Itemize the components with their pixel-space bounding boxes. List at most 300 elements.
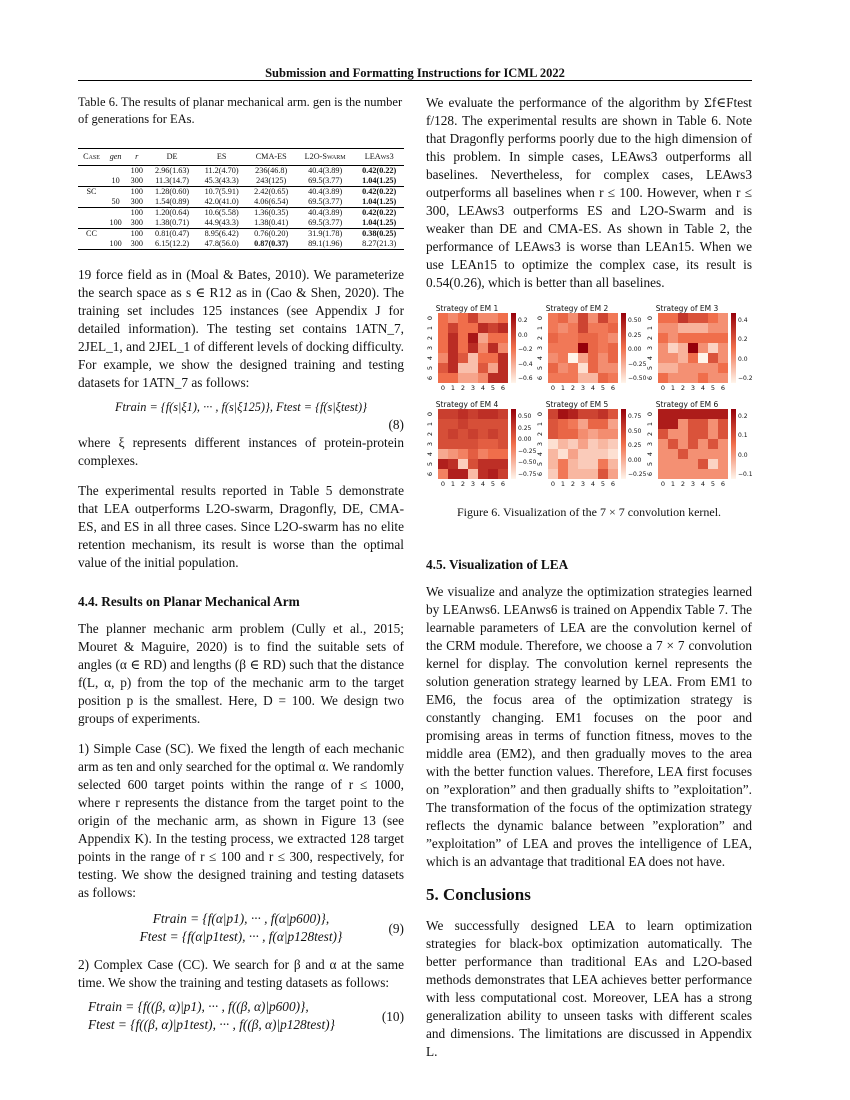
y-tick-label: 2 bbox=[646, 335, 655, 341]
colorbar-tick-label: 0.2 bbox=[738, 336, 748, 344]
y-tick-label: 3 bbox=[536, 345, 545, 351]
heatmap-cell bbox=[488, 429, 498, 439]
table-cell-es: 8.95(6.42) bbox=[197, 229, 247, 240]
heatmap-cell bbox=[698, 429, 708, 439]
heatmap-y-ticks bbox=[646, 409, 656, 479]
x-tick-label: 0 bbox=[440, 480, 446, 488]
heatmap-cell bbox=[438, 459, 448, 469]
heatmap-cell bbox=[708, 333, 718, 343]
table-cell-es: 11.2(4.70) bbox=[204, 166, 239, 175]
heatmap-cell bbox=[578, 373, 588, 383]
table-cell-l2o: 31.9(1.78) bbox=[296, 229, 354, 240]
heatmap-cell bbox=[478, 313, 488, 323]
heatmap-grid bbox=[548, 409, 618, 479]
heatmap-cell bbox=[658, 353, 668, 363]
heatmap-cell bbox=[598, 459, 608, 469]
heatmap-cell bbox=[588, 449, 598, 459]
section-heading: 4.4. Results on Planar Mechanical Arm bbox=[78, 594, 300, 609]
colorbar-ticks bbox=[738, 313, 756, 383]
heatmap-cell bbox=[658, 313, 668, 323]
heatmap-cell bbox=[698, 419, 708, 429]
heatmap-cell bbox=[498, 343, 508, 353]
heatmap-cell bbox=[498, 409, 508, 419]
x-tick-label: 5 bbox=[710, 384, 716, 392]
heatmap-cell bbox=[438, 439, 448, 449]
table-cell-de: 0.81(0.47) bbox=[147, 229, 197, 240]
heatmap-cell bbox=[568, 353, 578, 363]
x-tick-label: 0 bbox=[660, 384, 666, 392]
heatmap-cell bbox=[688, 459, 698, 469]
y-tick-label: 0 bbox=[536, 411, 545, 417]
colorbar-tick-label: 0.25 bbox=[628, 331, 642, 339]
heatmap-cell bbox=[668, 363, 678, 373]
y-tick-label: 5 bbox=[426, 365, 435, 371]
heatmap-cell bbox=[588, 333, 598, 343]
heatmap-cell bbox=[708, 313, 718, 323]
x-tick-label: 4 bbox=[700, 384, 706, 392]
heatmap-cell bbox=[718, 449, 728, 459]
heatmap-em4 bbox=[426, 400, 508, 492]
x-tick-label: 5 bbox=[490, 384, 496, 392]
table-cell-l2o: 40.4(3.89) bbox=[296, 187, 354, 198]
table-body bbox=[78, 166, 404, 250]
y-tick-label: 2 bbox=[536, 335, 545, 341]
heatmap-cell bbox=[658, 439, 668, 449]
colorbar-ticks bbox=[738, 409, 756, 479]
heatmap-cell bbox=[668, 409, 678, 419]
heatmap-cell bbox=[548, 419, 558, 429]
heatmap-cell bbox=[568, 313, 578, 323]
heatmap-cell bbox=[718, 353, 728, 363]
heatmap-cell bbox=[488, 313, 498, 323]
heatmap-cell bbox=[608, 323, 618, 333]
heatmap-cell bbox=[448, 353, 458, 363]
heatmap-cell bbox=[588, 343, 598, 353]
heatmap-cell bbox=[598, 343, 608, 353]
heatmap-cell bbox=[468, 323, 478, 333]
y-tick-label: 0 bbox=[646, 315, 655, 321]
heatmap-cell bbox=[498, 449, 508, 459]
table-row bbox=[78, 239, 404, 250]
heatmap-cell bbox=[698, 409, 708, 419]
heatmap-cell bbox=[668, 313, 678, 323]
heatmap-cell bbox=[558, 373, 568, 383]
x-tick-label: 3 bbox=[470, 384, 476, 392]
heatmap-cell bbox=[578, 363, 588, 373]
y-tick-label: 1 bbox=[536, 325, 545, 331]
heatmap-y-ticks bbox=[536, 313, 546, 383]
heatmap-cell bbox=[478, 409, 488, 419]
heatmap-em5 bbox=[536, 400, 618, 492]
heatmap-cell bbox=[468, 373, 478, 383]
heatmap-cell bbox=[548, 323, 558, 333]
table-cell-case bbox=[78, 208, 105, 219]
y-tick-label: 3 bbox=[426, 345, 435, 351]
heatmap-cell bbox=[718, 429, 728, 439]
heatmap-cell bbox=[568, 449, 578, 459]
heatmap-cell bbox=[608, 429, 618, 439]
x-tick-label: 5 bbox=[600, 384, 606, 392]
heatmap-cell bbox=[708, 353, 718, 363]
table-cell-lea: 0.42(0.22) bbox=[354, 187, 404, 198]
heatmap-cell bbox=[458, 409, 468, 419]
heatmap-cell bbox=[498, 459, 508, 469]
table-row bbox=[78, 176, 404, 187]
heatmap-cell bbox=[468, 333, 478, 343]
heatmap-cell bbox=[598, 469, 608, 479]
equation-9 bbox=[78, 910, 404, 948]
y-tick-label: 1 bbox=[646, 325, 655, 331]
table-cell-cma: 0.87(0.37) bbox=[246, 239, 296, 250]
heatmap-x-ticks bbox=[548, 384, 618, 392]
heatmap-em6 bbox=[646, 400, 728, 492]
x-tick-label: 3 bbox=[690, 384, 696, 392]
heatmap-cell bbox=[468, 343, 478, 353]
heatmap-grid bbox=[438, 409, 508, 479]
y-tick-label: 4 bbox=[426, 451, 435, 457]
heatmap-cell bbox=[438, 353, 448, 363]
section-heading: 4.5. Visualization of LEA bbox=[426, 557, 569, 572]
paragraph: The planner mechanic arm problem (Cully et al., 2015; Mouret & Maguire, 2020) is to find the suitable sets of angles (α ∈ RD) and lengths (β ∈ RD) such that the distance f(L, α, p) from the top of the mechanic arm to the target position p is the smallest. Here, D = 100. We design two groups of experiments. bbox=[78, 621, 404, 726]
heatmap-cell bbox=[608, 409, 618, 419]
heatmap-cell bbox=[598, 439, 608, 449]
table-cell-r: 100 bbox=[126, 187, 147, 198]
y-tick-label: 6 bbox=[536, 375, 545, 381]
heatmap-cell bbox=[478, 333, 488, 343]
heatmap-cell bbox=[678, 459, 688, 469]
heatmap-cell bbox=[578, 439, 588, 449]
heatmap-cell bbox=[568, 429, 578, 439]
colorbar-tick-label: −0.50 bbox=[628, 375, 647, 382]
x-tick-label: 1 bbox=[560, 384, 566, 392]
table-cell-es: 47.8(56.0) bbox=[197, 239, 247, 250]
heatmap-x-ticks bbox=[438, 384, 508, 392]
heatmap-cell bbox=[488, 449, 498, 459]
colorbar-tick-label: 0.0 bbox=[738, 451, 748, 459]
table-row bbox=[78, 197, 404, 208]
paragraph: 2) Complex Case (CC). We search for β and α at the same time. We show the training and testing datasets as follows: bbox=[78, 957, 404, 990]
colorbar-tick-label: 0.2 bbox=[518, 317, 528, 324]
table-cell-case bbox=[78, 166, 105, 177]
heatmap-cell bbox=[448, 373, 458, 383]
heatmap-em2 bbox=[536, 304, 618, 396]
heatmap-cell bbox=[598, 373, 608, 383]
heatmap-cell bbox=[668, 469, 678, 479]
heatmap-cell bbox=[688, 343, 698, 353]
heatmap-cell bbox=[608, 353, 618, 363]
colorbar-tick-label: 0.75 bbox=[628, 413, 642, 420]
heatmap-cell bbox=[458, 469, 468, 479]
x-tick-label: 1 bbox=[450, 384, 456, 392]
heatmap-cell bbox=[688, 419, 698, 429]
heatmap-cell bbox=[548, 429, 558, 439]
heatmap-cell bbox=[548, 449, 558, 459]
heatmap-cell bbox=[458, 323, 468, 333]
heatmap-cell bbox=[448, 363, 458, 373]
heatmap-cell bbox=[488, 373, 498, 383]
heatmap-cell bbox=[568, 419, 578, 429]
equation-number: (8) bbox=[388, 417, 404, 432]
heatmap-cell bbox=[548, 439, 558, 449]
heatmap-cell bbox=[678, 313, 688, 323]
heatmap-cell bbox=[598, 419, 608, 429]
heatmap-cell bbox=[688, 429, 698, 439]
heatmap-cell bbox=[718, 373, 728, 383]
table-cell-r: 100 bbox=[126, 208, 147, 219]
heatmap-cell bbox=[608, 439, 618, 449]
heatmap-cell bbox=[558, 363, 568, 373]
y-tick-label: 3 bbox=[426, 441, 435, 447]
heatmap-cell bbox=[608, 363, 618, 373]
x-tick-label: 3 bbox=[580, 480, 586, 488]
col-header: Case bbox=[78, 149, 105, 166]
heatmap-cell bbox=[678, 469, 688, 479]
paragraph: We successfully designed LEA to learn optimization strategies for black-box optimization automatically. The better performance than traditional EAs and L2O-based methods demonstrates that LEA achieves better performance with less computational cost. Moreover, LEA has a strong generalization ability to unseen tasks with different scales and dimensions. The limitations are discussed in Appendix L. bbox=[426, 918, 752, 1059]
x-tick-label: 0 bbox=[550, 480, 556, 488]
table-cell-de: 2.96(1.63) bbox=[155, 166, 190, 175]
heatmap-cell bbox=[548, 313, 558, 323]
table-row bbox=[78, 187, 404, 198]
colorbar-tick-label: 0.50 bbox=[628, 317, 642, 324]
heatmap-cell bbox=[578, 419, 588, 429]
table-cell-es: 45.3(43.3) bbox=[204, 176, 239, 185]
heatmap-cell bbox=[678, 333, 688, 343]
table-cell-case bbox=[78, 218, 105, 229]
heatmap-cell bbox=[688, 439, 698, 449]
heatmap-cell bbox=[658, 409, 668, 419]
table-row bbox=[78, 229, 404, 240]
x-tick-label: 5 bbox=[490, 480, 496, 488]
heatmap-cell bbox=[718, 409, 728, 419]
equation-number: (10) bbox=[381, 1009, 404, 1024]
table-cell-case bbox=[78, 197, 105, 208]
heatmap-cell bbox=[478, 419, 488, 429]
heatmap-cell bbox=[468, 363, 478, 373]
heatmap-cell bbox=[688, 323, 698, 333]
heatmap-cell bbox=[668, 419, 678, 429]
heatmap-cell bbox=[678, 439, 688, 449]
heatmap-cell bbox=[568, 343, 578, 353]
table-cell-lea: 1.04(1.25) bbox=[362, 197, 397, 206]
colorbar-tick-label: 0.00 bbox=[628, 456, 642, 464]
table-cell-cma: 2.42(0.65) bbox=[246, 187, 296, 198]
heatmap-cell bbox=[598, 363, 608, 373]
heatmap-cell bbox=[578, 459, 588, 469]
heatmap-cell bbox=[488, 353, 498, 363]
heatmap-cell bbox=[488, 333, 498, 343]
heatmap-cell bbox=[558, 353, 568, 363]
heatmap-cell bbox=[548, 353, 558, 363]
equation-number: (9) bbox=[388, 921, 404, 936]
heatmap-cell bbox=[438, 333, 448, 343]
y-tick-label: 5 bbox=[426, 461, 435, 467]
table-cell-cma: 0.76(0.20) bbox=[246, 229, 296, 240]
heatmap-cell bbox=[658, 419, 668, 429]
table-cell-r: 100 bbox=[126, 229, 147, 240]
heatmap-cell bbox=[698, 343, 708, 353]
heatmap-cell bbox=[488, 459, 498, 469]
x-tick-label: 0 bbox=[550, 384, 556, 392]
heatmap-cell bbox=[708, 373, 718, 383]
heatmap-cell bbox=[488, 363, 498, 373]
heatmap-cell bbox=[578, 353, 588, 363]
heatmap-cell bbox=[708, 409, 718, 419]
y-tick-label: 4 bbox=[536, 355, 545, 361]
y-tick-label: 6 bbox=[646, 375, 655, 381]
colorbar-tick-label: −0.25 bbox=[628, 360, 647, 368]
table-cell-gen bbox=[105, 166, 126, 177]
equation-10 bbox=[78, 998, 404, 1036]
table-cell-l2o: 69.5(3.77) bbox=[308, 218, 343, 227]
heatmap-cell bbox=[578, 333, 588, 343]
heatmap-cell bbox=[678, 409, 688, 419]
y-tick-label: 2 bbox=[426, 431, 435, 437]
paragraph: The experimental results reported in Table 5 demonstrate that LEA outperforms L2O-swarm, Dragonfly, DE, CMA-ES, and ES in all three cases. Since L2O-swarm has no elite retention mechanism, its result is worse than the optimal value of the initial population. bbox=[78, 483, 404, 570]
heatmap-cell bbox=[478, 323, 488, 333]
table-cell-cma: 1.36(0.35) bbox=[246, 208, 296, 219]
heatmap-cell bbox=[708, 323, 718, 333]
heatmap-cell bbox=[688, 449, 698, 459]
table-cell-l2o: 40.4(3.89) bbox=[308, 166, 343, 175]
heatmap-cell bbox=[588, 353, 598, 363]
heatmap-cell bbox=[458, 363, 468, 373]
heatmap-cell bbox=[448, 419, 458, 429]
colorbar bbox=[511, 409, 516, 479]
heatmap-cell bbox=[678, 363, 688, 373]
colorbar bbox=[731, 409, 736, 479]
heatmap-cell bbox=[578, 409, 588, 419]
y-tick-label: 4 bbox=[536, 451, 545, 457]
heatmap-cell bbox=[568, 373, 578, 383]
heatmap-cell bbox=[568, 363, 578, 373]
y-tick-label: 1 bbox=[426, 325, 435, 331]
y-tick-label: 6 bbox=[646, 471, 655, 477]
heatmap-cell bbox=[698, 459, 708, 469]
heatmap-cell bbox=[548, 373, 558, 383]
heatmap-x-ticks bbox=[438, 480, 508, 488]
heatmap-cell bbox=[458, 459, 468, 469]
heatmap-cell bbox=[678, 429, 688, 439]
heatmap-title: Strategy of EM 2 bbox=[545, 304, 609, 313]
heatmap-cell bbox=[568, 469, 578, 479]
x-tick-label: 6 bbox=[500, 480, 506, 488]
table-cell-es: 10.7(5.91) bbox=[197, 187, 247, 198]
heatmap-cell bbox=[698, 439, 708, 449]
heatmap-cell bbox=[578, 313, 588, 323]
heatmap-cell bbox=[598, 449, 608, 459]
heatmap-cell bbox=[608, 449, 618, 459]
heatmap-cell bbox=[498, 419, 508, 429]
heatmap-cell bbox=[708, 419, 718, 429]
heatmap-cell bbox=[668, 323, 678, 333]
table-caption: Table 6. The results of planar mechanical arm. gen is the number of generations for EAs. bbox=[78, 95, 403, 126]
equation-line: Ftest = {f((β, α)|p1test), ··· , f((β, α)|p128test)} bbox=[88, 1017, 335, 1032]
x-tick-label: 4 bbox=[480, 480, 486, 488]
colorbar-tick-label: 0.1 bbox=[738, 432, 748, 440]
heatmap-cell bbox=[668, 333, 678, 343]
heatmap-cell bbox=[468, 353, 478, 363]
heatmap-cell bbox=[668, 373, 678, 383]
table-cell-case: CC bbox=[78, 229, 105, 240]
y-tick-label: 4 bbox=[646, 451, 655, 457]
heatmap-cell bbox=[568, 333, 578, 343]
x-tick-label: 3 bbox=[580, 384, 586, 392]
heatmap-cell bbox=[658, 363, 668, 373]
colorbar bbox=[511, 313, 516, 383]
y-tick-label: 0 bbox=[646, 411, 655, 417]
table-cell-case bbox=[78, 239, 105, 250]
colorbar-tick-label: 0.4 bbox=[738, 317, 748, 324]
table-cell-de: 6.15(12.2) bbox=[147, 239, 197, 250]
x-tick-label: 5 bbox=[710, 480, 716, 488]
heatmap-cell bbox=[488, 469, 498, 479]
heatmap-cell bbox=[578, 343, 588, 353]
heatmap-cell bbox=[608, 313, 618, 323]
table-cell-lea: 0.42(0.22) bbox=[362, 166, 397, 175]
heatmap-cell bbox=[448, 313, 458, 323]
heatmap-em3 bbox=[646, 304, 728, 396]
colorbar bbox=[621, 313, 626, 383]
heatmap-cell bbox=[468, 313, 478, 323]
x-tick-label: 3 bbox=[690, 480, 696, 488]
table-cell-lea: 1.04(1.25) bbox=[362, 218, 397, 227]
heatmap-cell bbox=[558, 323, 568, 333]
heatmap-cell bbox=[658, 459, 668, 469]
heatmap-cell bbox=[488, 323, 498, 333]
heatmap-cell bbox=[608, 333, 618, 343]
table-cell-cma: 1.38(0.41) bbox=[254, 218, 289, 227]
table-cell-gen: 50 bbox=[111, 197, 120, 206]
colorbar-tick-label: 0.0 bbox=[738, 355, 748, 363]
y-tick-label: 6 bbox=[536, 471, 545, 477]
heatmap-cell bbox=[668, 459, 678, 469]
col-header: DE bbox=[147, 149, 197, 166]
y-tick-label: 5 bbox=[536, 461, 545, 467]
colorbar-ticks bbox=[628, 313, 646, 383]
heatmap-cell bbox=[558, 343, 568, 353]
heatmap-cell bbox=[438, 419, 448, 429]
table-cell-gen: 100 bbox=[109, 218, 122, 227]
heatmap-cell bbox=[498, 363, 508, 373]
heatmap-cell bbox=[558, 333, 568, 343]
y-tick-label: 2 bbox=[426, 335, 435, 341]
table-cell-l2o: 69.5(3.77) bbox=[308, 197, 343, 206]
heatmap-y-ticks bbox=[646, 313, 656, 383]
y-tick-label: 1 bbox=[426, 421, 435, 427]
heatmap-cell bbox=[478, 373, 488, 383]
table-cell-de: 1.28(0.60) bbox=[147, 187, 197, 198]
col-header: ES bbox=[197, 149, 247, 166]
heatmap-cell bbox=[688, 469, 698, 479]
x-tick-label: 6 bbox=[720, 480, 726, 488]
heatmap-cell bbox=[438, 373, 448, 383]
heatmap-cell bbox=[588, 409, 598, 419]
heatmap-cell bbox=[448, 449, 458, 459]
running-header: Submission and Formatting Instructions for ICML 2022 bbox=[265, 66, 565, 80]
y-tick-label: 1 bbox=[646, 421, 655, 427]
colorbar-tick-label: 0.25 bbox=[518, 424, 532, 432]
heatmap-grid bbox=[548, 313, 618, 383]
heatmap-cell bbox=[678, 343, 688, 353]
heatmap-cell bbox=[698, 373, 708, 383]
heatmap-cell bbox=[678, 353, 688, 363]
heatmap-cell bbox=[498, 469, 508, 479]
heatmap-cell bbox=[688, 313, 698, 323]
heatmap-cell bbox=[698, 323, 708, 333]
heatmap-cell bbox=[608, 469, 618, 479]
paragraph: where ξ represents different instances of protein-protein complexes. bbox=[78, 435, 404, 468]
heatmap-cell bbox=[658, 449, 668, 459]
